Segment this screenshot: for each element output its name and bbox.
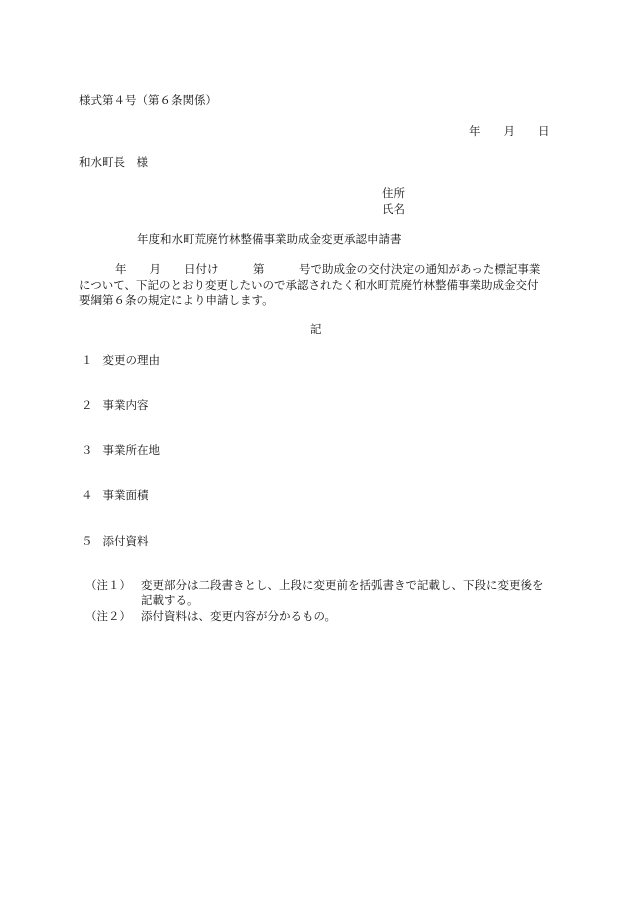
note-2 xyxy=(85,609,336,624)
item-row xyxy=(81,488,149,503)
item-label: 事業所在地 xyxy=(102,443,160,457)
name-label: 氏名 xyxy=(382,202,405,216)
item-row xyxy=(81,398,149,413)
item-row xyxy=(81,353,160,368)
note-text-line: 変更部分は二段書きとし、上段に変更前を括弧書きで記載し、下段に変更後を xyxy=(141,578,544,592)
date-line: 年 月 日 xyxy=(469,124,550,138)
item-number: ５ xyxy=(81,534,93,548)
note-label: （注２） xyxy=(85,609,131,623)
address-label: 住所 xyxy=(382,186,405,200)
note-text xyxy=(141,609,336,624)
item-number: ２ xyxy=(81,398,93,412)
note-text-line: 記載する。 xyxy=(141,593,199,607)
form-number: 様式第４号（第６条関係） xyxy=(79,93,217,107)
item-label: 事業内容 xyxy=(102,398,149,412)
item-row xyxy=(81,443,160,458)
note-1 xyxy=(85,578,544,608)
ki-heading: 記 xyxy=(310,322,322,336)
item-number: １ xyxy=(81,353,93,367)
note-text-line: 添付資料は、変更内容が分かるもの。 xyxy=(141,609,337,623)
item-label: 添付資料 xyxy=(102,534,149,548)
item-label: 事業面積 xyxy=(102,488,149,502)
body-line-3: 要綱第６条の規定により申請します。 xyxy=(79,293,274,307)
item-label: 変更の理由 xyxy=(102,353,160,367)
item-row xyxy=(81,534,149,549)
note-label: （注１） xyxy=(85,578,131,592)
note-text xyxy=(141,578,544,608)
item-number: ３ xyxy=(81,443,93,457)
document-title: 年度和水町荒廃竹林整備事業助成金変更承認申請書 xyxy=(137,232,402,246)
body-paragraph xyxy=(79,262,559,309)
item-number: ４ xyxy=(81,488,93,502)
body-line-2: について、下記のとおり変更したいので承認されたく和水町荒廃竹林整備事業助成金交付 xyxy=(79,277,539,292)
addressee: 和水町長 様 xyxy=(79,155,148,169)
body-line-1: 年 月 日付け 第 号で助成金の交付決定の通知があった標記事業 xyxy=(115,262,541,276)
